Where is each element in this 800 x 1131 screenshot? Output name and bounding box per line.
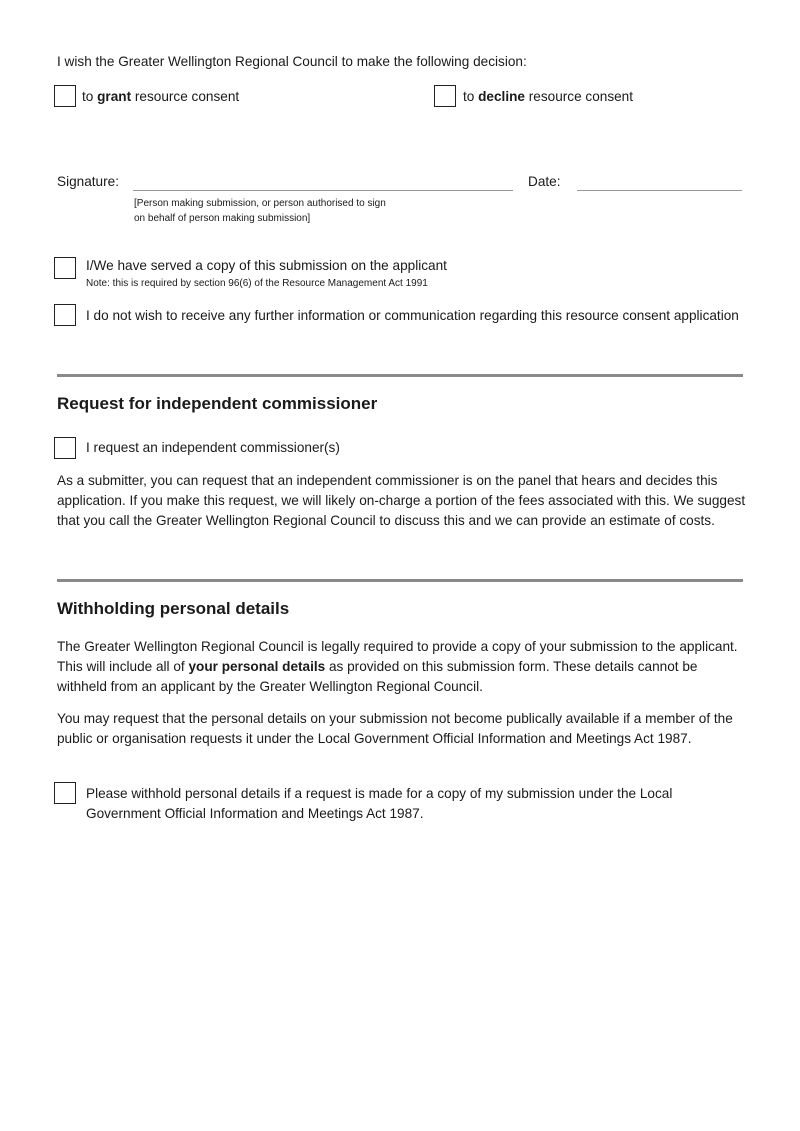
section-divider: [57, 374, 743, 377]
served-checkbox[interactable]: [54, 257, 76, 279]
para1-text-end: as provided on this submission form. These details cannot be withheld from an applicant by the Greater Wellington Regional Council.: [57, 659, 698, 694]
signature-label: Signature:: [57, 174, 119, 189]
decision-intro: I wish the Greater Wellington Regional Council to make the following decision:: [57, 54, 527, 69]
signature-note-line1: [Person making submission, or person authorised to sign: [134, 198, 386, 209]
withholding-paragraph-1: [57, 637, 747, 697]
served-note: Note: this is required by section 96(6) of the Resource Management Act 1991: [86, 278, 428, 289]
decline-label: [463, 87, 633, 107]
withholding-paragraph-2: You may request that the personal details on your submission not become publically available if a member of the public or organisation requests it under the Local Government Official Information and Meetings Act 1987.: [57, 711, 733, 746]
signature-note-line2: on behalf of person making submission]: [134, 213, 311, 224]
decline-checkbox[interactable]: [434, 85, 456, 107]
served-label: I/We have served a copy of this submission on the applicant: [86, 258, 447, 273]
para1-text: The Greater Wellington Regional Council is legally required to provide a copy of your submission to the applicant. This will include all of: [57, 639, 738, 674]
commissioner-paragraph: As a submitter, you can request that an independent commissioner is on the panel that hears and decides this application. If you make this request, we will likely on-charge a portion of the fees associated with this. We suggest that you call the Greater Wellington Regional Council to discuss this and we can provide an estimate of costs.: [57, 473, 746, 528]
grant-label-pre: to: [82, 89, 98, 104]
withhold-checkbox-label: Please withhold personal details if a request is made for a copy of my submission under the Local Government Official Information and Meetings Act 1987.: [86, 786, 673, 821]
grant-label-post: resource consent: [131, 89, 240, 104]
grant-label: [82, 87, 239, 107]
commissioner-heading: Request for independent commissioner: [57, 394, 378, 413]
no-info-checkbox[interactable]: [54, 304, 76, 326]
no-info-label: I do not wish to receive any further information or communication regarding this resource consent application: [86, 308, 739, 323]
grant-label-bold: grant: [97, 89, 132, 104]
decline-label-post: resource consent: [524, 89, 634, 104]
commissioner-checkbox-label: I request an independent commissioner(s): [86, 440, 340, 455]
signature-field[interactable]: [133, 190, 513, 191]
grant-checkbox[interactable]: [54, 85, 76, 107]
date-field[interactable]: [577, 190, 742, 191]
withhold-checkbox[interactable]: [54, 782, 76, 804]
date-label: Date:: [528, 174, 561, 189]
para1-bold-text: your personal details: [188, 659, 326, 674]
commissioner-checkbox[interactable]: [54, 437, 76, 459]
decline-label-pre: to: [463, 89, 479, 104]
section-divider: [57, 579, 743, 582]
decline-label-bold: decline: [478, 89, 525, 104]
withholding-heading: Withholding personal details: [57, 599, 290, 618]
